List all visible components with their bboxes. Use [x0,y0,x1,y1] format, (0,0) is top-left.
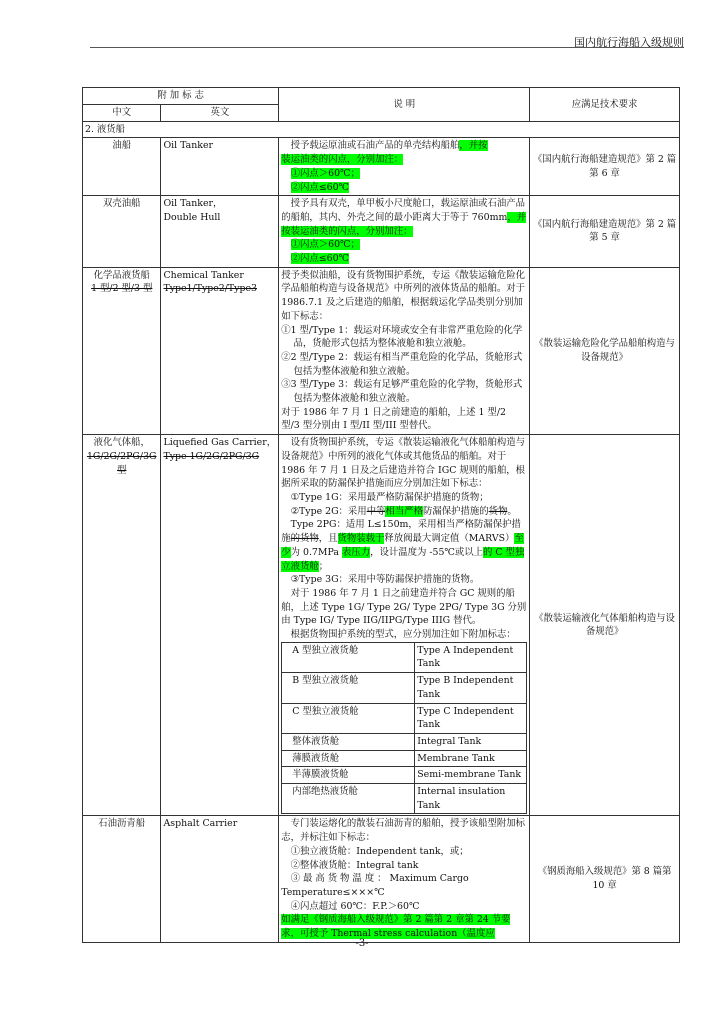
desc-text: 为 0.7MPa [290,546,342,558]
desc-highlight: ①闪点＞60℃； [290,167,360,179]
table-row [83,196,680,268]
mark-description [279,196,530,268]
desc-paragraph: ④闪点超过 60℃：F.P.＞60℃ [290,900,420,912]
mark-en: Oil Tanker [161,138,279,196]
mark-description [279,435,530,816]
desc-highlight: 的 C 型独立液货舱 [281,546,525,572]
mark-en [161,267,279,434]
table-row [83,816,680,942]
mark-en [161,196,279,268]
tank-en: Membrane Tank [415,750,527,767]
mark-cn: 油船 [83,138,161,196]
tank-cn: B 型独立液货舱 [282,673,415,703]
list-item [282,767,527,784]
mark-cn: 双壳油船 [83,196,161,268]
mark-requirement: 《钢质海船入级规范》第 8 篇第 10 章 [530,816,680,942]
desc-highlight: 表压力 [341,546,371,558]
desc-text: 授予具有双壳，单甲板小尺度舱口，载运原油或石油产品的船舶，其内、外壳之间的最小距离大于等于 760mm [281,198,526,223]
desc-highlight: ②闪点≤60℃ [290,253,350,265]
desc-text: 授予载运原油或石油产品的单壳结构船舶 [290,140,460,152]
desc-paragraph: ②整体液货舱：Integral tank [290,859,419,871]
requirements-header: 应满足技术要求 [530,88,680,122]
marks-table [82,87,680,943]
desc-struck: 货物 [488,505,508,517]
desc-text: ②Type 2G：采用 [290,505,367,517]
desc-paragraph: ③3 型/Type 3：载运有足够严重危险的化学物，货舱形式包括为整体液舱和独立液舱。 [281,379,523,405]
tank-en: Type B Independent Tank [415,673,527,703]
desc-highlight: ②闪点≤60℃ [290,181,350,193]
mark-en-line-struck: Type 1G/2G/2PG/3G [163,450,260,462]
mark-requirement: 《散装运输危险化学品船舶构造与设备规范》 [530,267,680,434]
desc-paragraph: 对于 1986 年 7 月 1 日之前建造的船舶，上述 1 型/2 型/3 型分别由 I 型/II 型/III 型替代。 [281,406,506,432]
description-header: 说 明 [279,88,530,122]
tank-cn: 半薄膜液货舱 [282,767,415,784]
section-title: 2. 液货船 [83,121,680,138]
desc-paragraph [281,518,527,573]
desc-paragraph: ①Type 1G：采用最严格防漏保护措施的货物； [290,491,489,503]
mark-cn-line: 化学品液货船 [93,269,150,281]
mark-cn [83,267,161,434]
mark-cn: 石油沥青船 [83,816,161,942]
desc-text: 。 [507,505,517,517]
desc-paragraph: ①1 型/Type 1：载运对环境或安全有非常严重危险的化学品，货舱形式包括为整体液舱和独立液舱。 [281,324,523,350]
mark-description [279,816,530,942]
desc-highlight: 装运油类的闪点，分别加注： [281,154,404,166]
tank-en: Semi-membrane Tank [415,767,527,784]
desc-paragraph [281,505,527,519]
desc-paragraph: 专门装运熔化的散装石油沥青的船舶，授予该船型附加标志，并标注如下标志： [281,818,526,844]
tank-cn: 薄膜液货舱 [282,750,415,767]
chinese-header: 中文 [83,105,161,122]
mark-en-line: Liquefied Gas Carrier， [163,437,277,449]
desc-paragraph: 根据货物围护系统的型式，应分别加注如下附加标志： [290,629,516,641]
desc-text: 释放阀最大调定值（MARVS） [384,533,515,545]
header-rule [90,47,684,48]
tank-cn: 内部绝热液货舱 [282,784,415,814]
desc-highlight: 至少 [281,533,524,558]
desc-paragraph: 对于 1986 年 7 月 1 日之前建造并符合 GC 规则的船舶，上述 Type 1G/ Type 2G/ Type 2PG/ Type 3G 分别由 Type IG/ Type IIG/IIPG/Type IIIG 替代。 [281,587,527,627]
english-header: 英文 [161,105,279,122]
tank-en: Integral Tank [415,733,527,750]
mark-cn-line-struck: 1G/2G/2PG/3G 型 [86,450,157,476]
additional-marks-header: 附 加 标 志 [83,88,279,105]
desc-paragraph: ③Type 3G：采用中等防漏保护措施的货物。 [290,574,480,586]
mark-cn-line-struck: 1 型/2 型/3 型 [91,283,153,295]
mark-description [279,138,530,196]
desc-paragraph: ②2 型/Type 2：载运有相当严重危险的化学品，货舱形式包括为整体液舱和独立液舱。 [281,351,523,377]
list-item [282,642,527,672]
desc-text: ，且 [318,533,338,545]
desc-text: 防漏保护措施的 [422,505,489,517]
desc-paragraph: ③ 最 高 货 物 温 度 ： Maximum Cargo Temperature≤×××℃ [281,873,469,898]
mark-cn [83,435,161,816]
table-row [83,138,680,196]
mark-en-line: Chemical Tanker [163,269,244,281]
desc-highlight: 相当严格 [385,505,423,517]
mark-requirement: 《散装运输液化气体船舶构造与设备规范》 [530,435,680,816]
desc-paragraph: ①独立液货舱：Independent tank，或； [290,845,469,857]
mark-description [279,267,530,434]
desc-highlight: 如满足《钢质海船入级规范》第 2 篇第 2 章第 24 节要求，可授予 Thermal stress calculation（温度应 [281,914,511,940]
mark-en: Asphalt Carrier [161,816,279,942]
desc-text: ，设计温度为 -55℃或以上 [370,546,484,558]
tank-en: Internal insulation Tank [415,784,527,814]
tank-en: Type C Independent Tank [415,703,527,733]
desc-paragraph: 设有货物围护系统，专运《散装运输液化气体船舶构造与设备规范》中所列的液化气体或其他货品的船舶。对于 1986 年 7 月 1 日及之后建造并符合 IGC 规则的船舶，根据所采取的防漏保护措施而应分别加注如下标志： [281,437,526,490]
mark-en-line-struck: Type1/Type2/Type3 [163,283,257,295]
page-number: -3- [355,938,369,949]
desc-highlight: ，并按装运油类的闪点，分别加注： [281,211,527,237]
list-item [282,784,527,814]
desc-paragraph: 授予类似油船，设有货物围护系统，专运《散装运输危险化学品船舶构造与设备规范》中所列的液体货品的船舶。对于 1986.7.1 及之后建造的船舶，根据载运化学品类别分别加如下标志： [281,269,525,322]
list-item [282,673,527,703]
tank-cn: C 型独立液货舱 [282,703,415,733]
table-row [83,267,680,434]
desc-struck: 中等 [366,505,386,517]
desc-highlight: ，并按 [459,140,488,152]
desc-text: Type 2PG：适用 L≤150m，采用相当严格防漏保护措施 [281,519,521,545]
tank-type-list [281,642,527,815]
mark-cn-line: 液化气体船， [93,437,150,449]
table-row [83,435,680,816]
tank-en: Type A Independent Tank [415,642,527,672]
desc-struck: 的货物 [290,533,319,545]
list-item [282,703,527,733]
mark-en-line: Oil Tanker， [163,198,223,210]
mark-en [161,435,279,816]
list-item [282,750,527,767]
list-item [282,733,527,750]
mark-en-line: Double Hull [163,211,221,223]
running-header: 国内航行海船入级规则 [574,36,684,49]
tank-cn: 整体液货舱 [282,733,415,750]
mark-requirement: 《国内航行海船建造规范》第 2 篇第 5 章 [530,196,680,268]
desc-highlight: 货物装载于 [337,533,385,545]
desc-text: ； [318,560,329,572]
tank-cn: A 型独立液货舱 [282,642,415,672]
desc-highlight: ①闪点＞60℃； [290,239,360,251]
mark-requirement: 《国内航行海船建造规范》第 2 篇第 6 章 [530,138,680,196]
